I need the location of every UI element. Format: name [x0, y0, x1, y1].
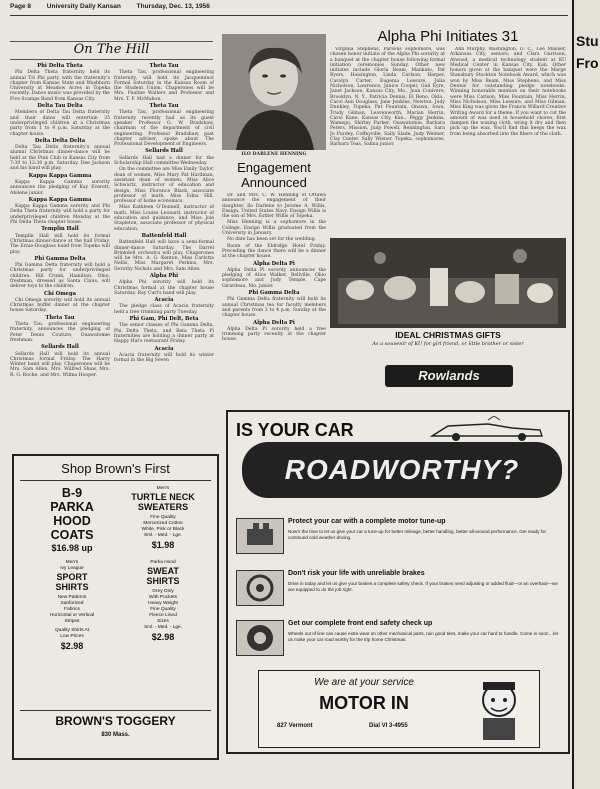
- gifts-subtitle: As a souvenir of KU for girl friend, or little brother or sister: [372, 341, 524, 347]
- section-text: Phi Gamma Delta fraternity will hold its annual Christmas tea for faculty members and parents from 2 to 4 p.m. Sunday at the chapter house.: [222, 297, 326, 319]
- browns-rule-top: [20, 480, 211, 481]
- section-heading: Alpha Delta Pi: [253, 319, 295, 326]
- shirts-feature-3: Fabrics: [64, 607, 80, 612]
- sweatshirts-feature-2: With Pockets: [149, 595, 177, 600]
- section-heading: Acacia: [154, 297, 174, 304]
- shirts-feature-4: Horizontal or Vertical: [49, 613, 95, 618]
- section-heading: Sellards Hall: [145, 148, 183, 155]
- section-heading: Delta Delta Delta: [34, 137, 86, 144]
- parka-line-4: COATS: [50, 528, 94, 542]
- sweatshirts-label: Parka Hood: [150, 560, 176, 565]
- service-tuneup: [236, 516, 562, 564]
- adjacent-page-headline: Stu Fro: [576, 33, 599, 71]
- mechanic-cartoon-icon: [469, 676, 529, 742]
- engagement-heading: [222, 160, 326, 190]
- section-text: Templin Hall will hold its formal Christmas dinner-dance at the hall Friday. The Ernie-Douglass band from Topeka will play.: [10, 233, 110, 255]
- engagement-title-1: Engagement: [237, 160, 311, 175]
- gifts-title: IDEAL CHRISTMAS GIFTS: [395, 330, 501, 340]
- sweaters-item-2: SWEATERS: [137, 502, 189, 512]
- section-text: Members of Delta Tau Delta fraternity and their dates will entertain 35 underprivileged children at a Christmas party from 1 to 4 p.m. Saturday at the chapter house.: [10, 110, 110, 137]
- section-text: Alpha Delta Pi sorority announces the pledging of Alice Walker, Bellville, Ohio sophomore and Judy Temple, Cape Girardeau, Mo. junior.: [222, 267, 326, 289]
- section-text: Chi Omega sorority will hold its annual Christmas buffet dinner at the chapter house Saturday.: [10, 297, 110, 314]
- wheel-icon: [236, 620, 284, 656]
- shirts-feature-2: Sanforized: [60, 601, 84, 606]
- sweatshirts-feature-3: Heavy Weight: [148, 601, 178, 606]
- sweatshirts-feature-6: Sizes: [157, 619, 169, 624]
- sweatshirts-feature-1: Grey Only: [152, 589, 174, 594]
- section-heading: Phi Delta Theta: [37, 63, 83, 69]
- section-heading: Theta Tau: [149, 63, 179, 69]
- service-desc: Now's the time to let us give your car a tune-up for better mileage, better handling, better all-around performance. Get ready for continued cold weather driving.: [288, 529, 547, 540]
- shirts-item-2: SHIRTS: [55, 582, 89, 592]
- portrait-image: [222, 34, 326, 150]
- section-text: Kappa Kappa Gamma sorority and Phi Delta Theta fraternity will hold a party for underprivileged children Monday at the Phi Delta Theta chapter house.: [10, 204, 110, 226]
- section-heading: Delta Tau Delta: [37, 103, 83, 110]
- service-title: Don't risk your life with unreliable brakes: [288, 570, 425, 577]
- sweatshirts-feature-5: Fleece Lined: [149, 613, 177, 618]
- parka-line-2: PARKA: [50, 500, 94, 514]
- on-the-hill-title: On The Hill: [73, 42, 150, 57]
- section-text: On the committee are Miss Emily Taylor, dean of women, Miss Mary Pat Hardman, assistant dean of women, Miss Alice Schwartz, instructor of education and design, Miss Florence Black, associate professor of math, Miss Edna Hill, professor of home economics.: [114, 167, 214, 205]
- shirts-item: SPORT: [56, 572, 88, 582]
- service-desc: Drive in today and let us give your brakes a complete safety check. If your brakes need adjusting or added fluid—or an overhaul—we are equipped to do the job right.: [288, 581, 558, 592]
- masthead: [10, 3, 568, 16]
- section-text: Theta Tau, professional engineering fraternity recently had as its guest speaker Professor G. W. Bradshaw, chairman of the department of civil engineering. Professor Bradshaw, past chapter adviser, spoke about The Professional Development of Engineers.: [114, 110, 214, 148]
- motor-in-name: MOTOR IN: [319, 693, 409, 713]
- section-text: Phi Gamma Delta fraternity will hold a Christmas party for underprivileged children. Bill Crunk, Hamilton, Ohio, freshman, dressed as Santa Claus, will deliver toys to the children.: [10, 263, 110, 290]
- sweaters-feature-4: Sml. - Med. - Lge.: [143, 533, 183, 538]
- section-heading: Kappa Kappa Gamma: [28, 196, 92, 203]
- section-text: The pledge class of Acacia fraternity held a tree trimming party Tuesday.: [114, 304, 214, 315]
- motor-in-address: 827 Vermont: [277, 723, 313, 729]
- section-heading: Phi Gamma Delta: [248, 290, 300, 297]
- sweatshirts-feature-7: Sml. - Med. - Lge.: [143, 625, 183, 630]
- engagement-title-2: Announced: [241, 175, 307, 190]
- engagement-paragraph: No date has been set for the wedding.: [227, 237, 317, 243]
- sweaters-feature-3: White, Pink or Black: [141, 527, 185, 532]
- section-heading: Alpha Delta Pi: [253, 260, 295, 267]
- section-text: Theta Tau, professional engineering fraternity, announces the pledging of Peter Denis Couture, Ouawatomie freshman.: [10, 322, 110, 343]
- alpha-phi-column-2: [450, 47, 566, 235]
- portrait-photo: [222, 34, 326, 150]
- browns-headline: Shop Brown's First: [61, 461, 170, 476]
- rowlands-logo: Rowlands: [385, 365, 513, 387]
- service-brakes: [236, 568, 562, 616]
- paper-name: University Daily Kansan: [46, 3, 121, 10]
- browns-left-block: [24, 486, 120, 651]
- service-desc: Wheels out of line can cause extra wear on other mechanical parts, ruin good tires, make your car hard to handle. Come in soon…let us make your car road worthy for the trip home Christmas.: [288, 631, 558, 642]
- sweaters-feature-1: Fine Quality: [150, 515, 176, 520]
- shirts-price: $2.98: [60, 641, 84, 651]
- page-number: Page 8: [10, 3, 31, 10]
- section-heading: Theta Tau: [149, 103, 179, 110]
- adjacent-page-edge: [574, 0, 600, 789]
- shirts-feature-1: New Patterns: [57, 595, 87, 600]
- car-sketch-icon: [428, 416, 548, 442]
- section-heading: Phi Gamma Delta: [34, 255, 86, 262]
- service-frontend: [236, 618, 562, 666]
- shirts-feature-7: Low Prices: [60, 634, 84, 639]
- roadworthy-title: ROADWORTHY?: [242, 442, 562, 498]
- browns-address: 830 Mass.: [101, 732, 130, 738]
- sweatshirts-item: SWEAT: [147, 566, 179, 576]
- portrait-caption: ILO DARLENE HENNING: [241, 152, 307, 157]
- section-heading: Templin Hall: [41, 226, 79, 233]
- engagement-paragraph: Dr. and Mrs. C. W. Henning of Ottawa announce the engagement of their daughter, Ilo Darlene to Jerome A. Willis, Ensign, United States Navy. Ensign Willis is the son of Mrs. Esther Willis of Topeka.: [222, 193, 326, 220]
- sweaters-item: TURTLE NECK: [131, 492, 195, 502]
- issue-date: Thursday, Dec. 13, 1956: [136, 3, 210, 10]
- section-text: Alpha Delta Pi sorority held a tree trimming party recently at the chapter house.: [222, 326, 326, 343]
- motor-in-phone: Dial VI 3-4955: [369, 723, 408, 729]
- section-heading: Phi Gam, Phi Delt, Beta: [129, 316, 199, 323]
- service-tagline: We are at your service: [314, 677, 414, 688]
- section-heading: Battenfeld Hall: [141, 232, 187, 239]
- brake-icon: [236, 570, 284, 606]
- section-text: The senior classes of Phi Gamma Delta, Phi Delta Theta, and Beta Theta Pi fraternities are holding a dinner party at Happy Hal's restaurant Friday.: [114, 323, 214, 345]
- section-text: Kappa Kappa Gamma sorority announces the pledging of Kay Everett, Abilene junior.: [10, 179, 110, 196]
- alpha-phi-text-2: Ann Murphy, Washington, D. C., Lee Mauser, Arkansas City, seniors; and Clara Garrison, Atwood, a medical technology student at KU Medical Center in Kansas City, Kan. Other honors given at the banquet were the Marge Stansbury Stockton Notebook Award, which was won by Miss Beam, Miss Stephens, and Miss Dennis for outstanding pledge notebooks. Winning honorable mention on their notebooks were Miss Carlson, Miss Fountain, Miss Herrin, Miss Nicholson, Miss Lessure, and Miss Gilman. Miss King was given the Francis Willard Creative Writing Award for a theme. If you want to cut the amount of wax used in household chores, first dampen the waxing cloth, wring it dry and then pick up the wax. You'll find this keeps the wax from being absorbed into the fibers of the cloth.: [450, 47, 566, 137]
- shirts-label: Men's: [65, 560, 79, 565]
- society-column-2: [114, 62, 214, 452]
- sweatshirts-item-2: SHIRTS: [146, 576, 180, 586]
- alpha-phi-column-1: [330, 47, 445, 235]
- shirts-feature-5: Stripes: [64, 619, 80, 624]
- section-text: Battenfeld Hall will have a semi-formal dinner-dance Saturday. The Darrel Brinkdell orchestra will play. Chaperones will be Mrs. A. G. Kenton, Miss Carlotta Nellis, Miss Margaret Perkins, Mrs. Dorothy Nichols and Mrs. Sam Allen.: [114, 240, 214, 272]
- section-heading: Kappa Kappa Gamma: [28, 172, 92, 179]
- section-text: Alpha Phi sorority will hold its Christmas formal at the chapter house Saturday. Ray Curl's band will play.: [114, 280, 214, 296]
- motor-in-box: [258, 670, 540, 748]
- sweatshirts-price: $2.98: [151, 632, 175, 642]
- section-heading: Theta Tau: [45, 314, 75, 321]
- section-text: Sellards Hall had a dinner for the Scholarship Hall committee Wednesday.: [114, 155, 214, 167]
- gifts-photo: [330, 238, 566, 328]
- section-text: Phi Delta Theta fraternity held its annual Tri Phi party with the fraternity's chapter from Kansas State and Washburn University at Meadow Acres in Topeka recently. Dance music was provided by the Five Scamps Band from Kansas City.: [10, 70, 110, 102]
- section-text: Theta Tau, professional engineering fraternity, will hold its Jacqueminot Formal Saturday in the Kansas Room of the Student Union. Chaperones will be Mrs. Pauline Walters and Professor and Mrs. T. F. McMahon.: [114, 70, 214, 102]
- sweaters-price: $1.98: [151, 540, 175, 550]
- society-column-1: [10, 62, 110, 452]
- motor-headline: IS YOUR CAR: [236, 420, 354, 440]
- browns-rule-bottom: [20, 710, 211, 711]
- browns-toggery-ad: [12, 454, 219, 760]
- section-heading: Sellards Hall: [41, 344, 79, 351]
- section-heading: Acacia: [154, 345, 174, 352]
- browns-store-name: BROWN'S TOGGERY: [55, 714, 176, 728]
- section-heading: Chi Omega: [44, 290, 76, 297]
- section-text: Miss Kathleen O'Donnell, instructor of math, Miss Louise Leonard, instructor of education and guidance, and Miss Joie Stapleton, associate professor of physical education.: [114, 205, 214, 232]
- service-title: Protect your car with a complete motor tune-up: [288, 518, 446, 525]
- section-text: Sellards Hall will hold its annual Christmas formal Friday. The Harry Winter band will play. Chaperones will be Mrs. Sam Allen, Mrs. Wilfred Shaw, Mrs. R. G. Roche, and Mrs. Wilma Hooper.: [10, 351, 110, 378]
- on-the-hill-banner: [10, 41, 213, 60]
- parka-line-3: HOOD: [53, 514, 91, 528]
- section-heading: Alpha Phi: [149, 272, 179, 279]
- sweaters-feature-2: Mercerized Cotton: [143, 521, 183, 526]
- parka-line-1: B-9: [61, 486, 83, 500]
- parka-price: $16.98 up: [51, 543, 93, 553]
- section-text: Delta Tau Delta fraternity's annual alumni Christmas dinner-dance will be held at the Pink Club in Kansas City from 7:30 to 12:30 p.m. Saturday. Dee Jackson and his band will play.: [10, 145, 110, 172]
- motor-in-ad: [226, 410, 570, 754]
- sweatshirts-feature-4: Fine Quality: [150, 607, 176, 612]
- shirts-label-2: Ivy League: [60, 566, 84, 571]
- gifts-photo-image: [330, 238, 566, 328]
- engagement-article: [222, 193, 326, 403]
- alpha-phi-headline: Alpha Phi Initiates 31: [377, 28, 519, 45]
- alpha-phi-text-1: Virginia Stephens, Parsons sophomore, was chosen honor initiate of the Alpha Phi sorority at a banquet at the chapter house following formal initiation ceremonies Sunday. Other new initiates include Gloria Beam, Mankato, Pat Byers, Hoisington, Linda Carlson, Harper, Carolyn Carter, Eugenia Lessure, Julia Nicholson, Lawrence, Janice Cooper, Gail Eyre, Janet Jackson, Kansas City, Mo., Jean Conivere, Brooklyn, N. Y., Patricia Dennis, El Reno, Okla., Carol Ann Douglass, Jane Jenkins, Newton. Judy Dunkley, Topeka, Pat Fountain, Onawa, Iowa, Trudy Gilman, Leavenworth, Marian Herrin, Carol Kane, Kansas City, Kan., Peggy Jenkins, Wamego, Shirley Parker, Osawatomie, Barbara Peters, Mission, Judy Powell, Bennington, Sara Jo Purdey, Coffeyville, Sally Slade, Judy Weimer, Clay Center, Sally Wiener, Topeka, sophomores, Barbara Teas, Salina junior,: [330, 47, 445, 148]
- engine-icon: [236, 518, 284, 554]
- engagement-paragraph: Miss Henning is a sophomore in the College. Ensign Willis graduated from the University in January.: [222, 220, 326, 237]
- browns-right-block: [118, 486, 208, 642]
- shirts-feature-6: Quality Shirts At: [54, 628, 90, 633]
- service-title: Get our complete front end safety check up: [288, 620, 433, 627]
- engagement-paragraph: Room of the Eldridge Hotel Friday. Preceding the dance there will be a dinner at the chapter house.: [222, 243, 326, 260]
- sweaters-label: Men's: [156, 486, 170, 491]
- section-text: Acacia fraternity will hold its winter formal in the Big Seven: [114, 352, 214, 364]
